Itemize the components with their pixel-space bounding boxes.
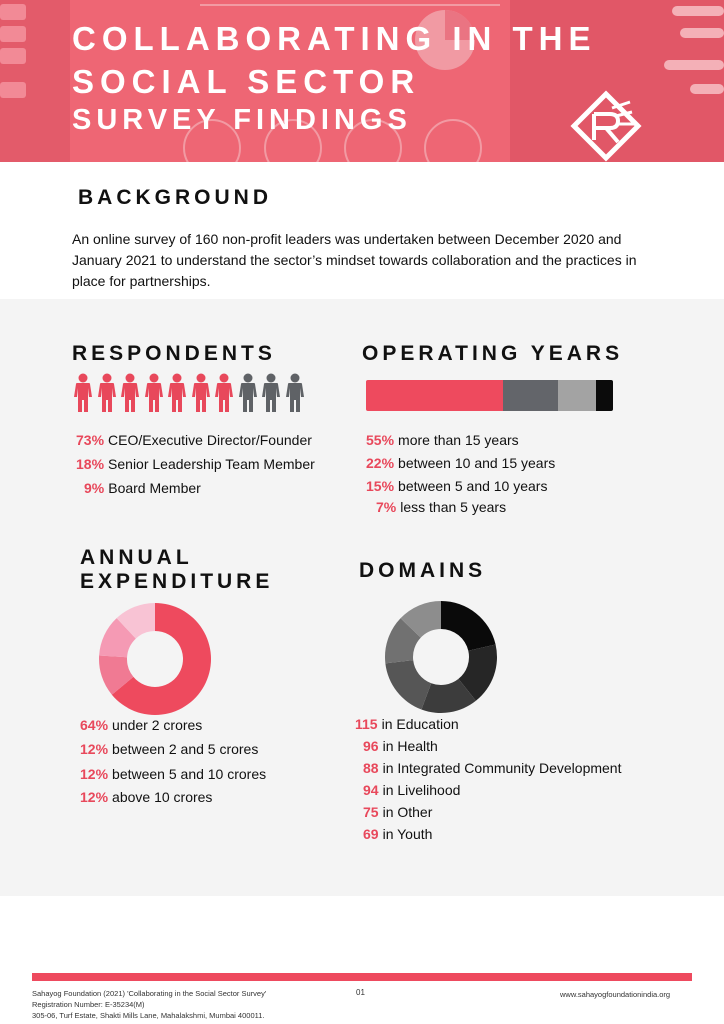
stat-percent: 15% bbox=[366, 478, 395, 494]
footer-citation-block bbox=[32, 988, 266, 1021]
person-icon bbox=[214, 373, 234, 413]
operating-years-stat bbox=[366, 455, 555, 471]
expenditure-stat bbox=[80, 766, 266, 782]
person-icon bbox=[97, 373, 117, 413]
person-icon bbox=[191, 373, 211, 413]
respondent-stat bbox=[76, 432, 312, 448]
stat-count: 88 bbox=[363, 760, 379, 776]
operating-years-bar-segment bbox=[366, 380, 503, 411]
page-title-line-1: COLLABORATING IN THE bbox=[72, 20, 597, 57]
stat-percent: 64% bbox=[80, 717, 109, 733]
stat-percent: 7% bbox=[376, 499, 397, 515]
stat-label: in Youth bbox=[382, 826, 433, 842]
page-title-line-2: SOCIAL SECTOR bbox=[72, 63, 421, 100]
annual-expenditure-heading-line-2: EXPENDITURE bbox=[80, 570, 274, 593]
stat-count: 69 bbox=[363, 826, 379, 842]
stat-label: in Other bbox=[382, 804, 433, 820]
stat-label: in Health bbox=[382, 738, 438, 754]
person-icon bbox=[238, 373, 258, 413]
stat-percent: 12% bbox=[80, 789, 109, 805]
footer-citation: Sahayog Foundation (2021) 'Collaborating in the Social Sector Survey' bbox=[32, 989, 267, 998]
domains-donut-chart bbox=[384, 600, 498, 714]
expenditure-stat bbox=[80, 741, 258, 757]
person-icon bbox=[144, 373, 164, 413]
stat-label: less than 5 years bbox=[400, 499, 507, 515]
operating-years-bar-segment bbox=[503, 380, 558, 411]
person-icon bbox=[167, 373, 187, 413]
stat-label: CEO/Executive Director/Founder bbox=[108, 432, 312, 448]
respondent-stat bbox=[84, 480, 201, 496]
stat-percent: 18% bbox=[76, 456, 105, 472]
stat-percent: 12% bbox=[80, 741, 109, 757]
operating-years-bar bbox=[366, 380, 613, 411]
stat-count: 115 bbox=[355, 716, 378, 732]
domain-stat bbox=[363, 782, 460, 798]
page-subtitle: SURVEY FINDINGS bbox=[72, 104, 412, 136]
operating-years-stat bbox=[366, 432, 519, 448]
operating-years-heading: OPERATING YEARS bbox=[362, 342, 624, 365]
stat-percent: 55% bbox=[366, 432, 395, 448]
operating-years-stat bbox=[366, 478, 547, 494]
person-icon bbox=[261, 373, 281, 413]
stat-label: in Integrated Community Development bbox=[382, 760, 622, 776]
background-paragraph: An online survey of 160 non-profit leaders was undertaken between December 2020 and January 2021 to understand the sector’s mindset towards collaboration and the practices in place for partnerships. bbox=[72, 231, 637, 289]
stat-label: between 10 and 15 years bbox=[398, 455, 556, 471]
stat-label: between 5 and 10 years bbox=[398, 478, 548, 494]
respondent-stat bbox=[76, 456, 315, 472]
stat-percent: 22% bbox=[366, 455, 395, 471]
respondents-heading: RESPONDENTS bbox=[72, 342, 276, 365]
footer-address: 305-06, Turf Estate, Shakti Mills Lane, Mahalakshmi, Mumbai 400011. bbox=[32, 1011, 265, 1020]
stat-label: in Livelihood bbox=[382, 782, 461, 798]
person-icon bbox=[285, 373, 305, 413]
operating-years-bar-segment bbox=[558, 380, 595, 411]
annual-expenditure-heading-line-1: ANNUAL bbox=[80, 546, 193, 569]
footer-registration: Registration Number: E-35234(M) bbox=[32, 1000, 145, 1009]
domain-slice bbox=[441, 601, 496, 651]
domain-stat bbox=[363, 738, 438, 754]
operating-years-stat bbox=[376, 499, 506, 515]
domain-stat bbox=[363, 760, 621, 776]
stat-label: between 5 and 10 crores bbox=[112, 766, 267, 782]
person-icon bbox=[120, 373, 140, 413]
expenditure-stat bbox=[80, 789, 212, 805]
header-banner bbox=[0, 0, 724, 162]
person-icon bbox=[73, 373, 93, 413]
domains-heading: DOMAINS bbox=[359, 559, 487, 582]
domain-stat bbox=[355, 716, 459, 732]
stat-count: 94 bbox=[363, 782, 379, 798]
stat-label: above 10 crores bbox=[112, 789, 213, 805]
stat-label: Senior Leadership Team Member bbox=[108, 456, 315, 472]
stat-label: between 2 and 5 crores bbox=[112, 741, 259, 757]
stat-label: Board Member bbox=[108, 480, 201, 496]
domain-stat bbox=[363, 804, 432, 820]
annual-expenditure-donut-chart bbox=[98, 602, 212, 716]
stat-percent: 73% bbox=[76, 432, 105, 448]
background-heading: BACKGROUND bbox=[78, 186, 272, 209]
domain-stat bbox=[363, 826, 432, 842]
footer-website-link[interactable]: www.sahayogfoundationindia.org bbox=[560, 990, 671, 999]
stat-percent: 9% bbox=[84, 480, 105, 496]
sahayog-logo-icon bbox=[570, 90, 642, 162]
stat-label: in Education bbox=[381, 716, 459, 732]
operating-years-bar-segment bbox=[596, 380, 613, 411]
stat-label: more than 15 years bbox=[398, 432, 519, 448]
stat-count: 75 bbox=[363, 804, 379, 820]
stat-label: under 2 crores bbox=[112, 717, 203, 733]
stat-percent: 12% bbox=[80, 766, 109, 782]
footer-divider bbox=[32, 973, 692, 981]
stat-count: 96 bbox=[363, 738, 379, 754]
expenditure-stat bbox=[80, 717, 202, 733]
page-number: 01 bbox=[356, 988, 365, 997]
